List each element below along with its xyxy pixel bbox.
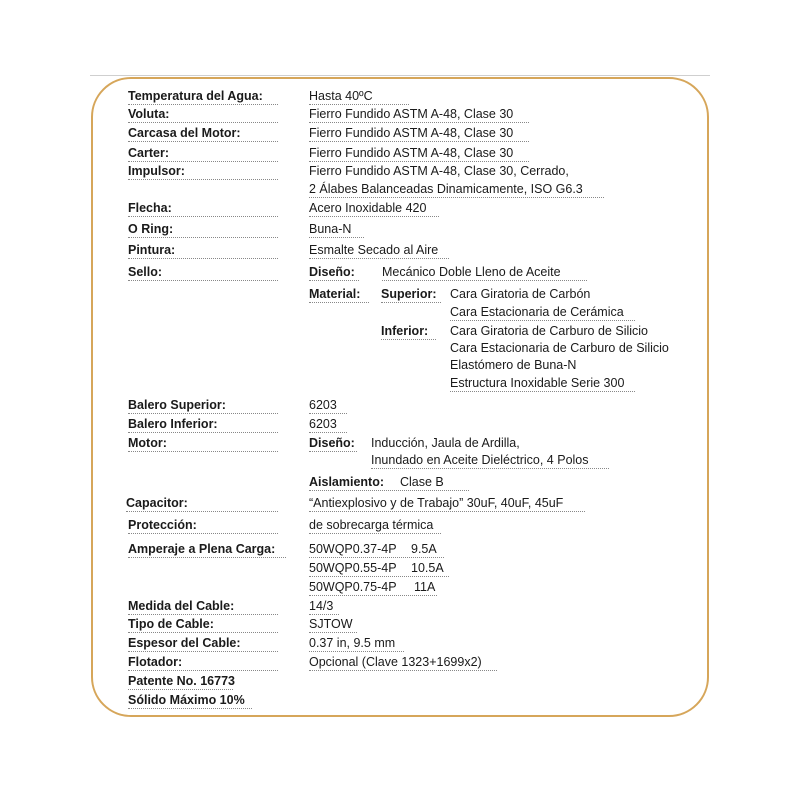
rule-amperaje-row-3	[309, 595, 437, 596]
rule-sello-inferior-value	[450, 391, 635, 392]
label-medida-cable: Medida del Cable:	[128, 599, 235, 613]
value-sello-inferior-2: Cara Estacionaria de Carburo de Silicio	[450, 341, 669, 355]
rule-sello-diseno-label	[309, 280, 359, 281]
value-flecha: Acero Inoxidable 420	[309, 201, 427, 215]
label-oring: O Ring:	[128, 222, 174, 236]
value-oring: Buna-N	[309, 222, 352, 236]
value-sello-inferior-3: Elastómero de Buna-N	[450, 358, 577, 372]
label-flotador: Flotador:	[128, 655, 183, 669]
rule-temperatura-value	[309, 104, 409, 105]
rule-motor-diseno-label	[309, 451, 357, 452]
label-solido-maximo: Sólido Máximo 10%	[128, 693, 245, 707]
rule-motor-diseno-value	[371, 468, 609, 469]
rule-medida-value	[309, 614, 339, 615]
rule-motor-label	[128, 451, 278, 452]
value-sello-inferior-1: Cara Giratoria de Carburo de Silicio	[450, 324, 649, 338]
rule-sello-material-label	[309, 302, 369, 303]
label-pintura: Pintura:	[128, 243, 176, 257]
rule-balero-superior-value	[309, 413, 347, 414]
amperaje-amps: 10.5A	[411, 561, 444, 575]
amperaje-model: 50WQP0.55-4P	[309, 561, 397, 575]
rule-flecha-label	[128, 216, 278, 217]
rule-tipo-value	[309, 632, 357, 633]
rule-patente	[128, 689, 233, 690]
value-espesor-cable: 0.37 in, 9.5 mm	[309, 636, 396, 650]
rule-sello-inferior-label	[381, 339, 436, 340]
rule-flotador-label	[128, 670, 278, 671]
label-amperaje: Amperaje a Plena Carga:	[128, 542, 276, 556]
label-capacitor: Capacitor:	[126, 496, 188, 510]
value-motor-diseno-1: Inducción, Jaula de Ardilla,	[371, 436, 520, 450]
label-impulsor: Impulsor:	[128, 164, 185, 178]
rule-voluta-label	[128, 122, 278, 123]
rule-temperatura-label	[128, 104, 278, 105]
amperaje-amps: 11A	[414, 580, 436, 594]
rule-carter-label	[128, 161, 278, 162]
amperaje-model: 50WQP0.37-4P	[309, 542, 397, 556]
rule-amperaje-label	[128, 557, 286, 558]
label-motor-diseno: Diseño:	[309, 436, 355, 450]
value-carter: Fierro Fundido ASTM A-48, Clase 30	[309, 146, 514, 160]
value-balero-inferior: 6203	[309, 417, 337, 431]
rule-carcasa-label	[128, 141, 278, 142]
rule-flecha-value	[309, 216, 439, 217]
label-tipo-cable: Tipo de Cable:	[128, 617, 214, 631]
value-temperatura: Hasta 40ºC	[309, 89, 373, 103]
label-carter: Carter:	[128, 146, 169, 160]
amperaje-model: 50WQP0.75-4P	[309, 580, 397, 594]
rule-capacitor-value	[309, 511, 585, 512]
label-balero-superior: Balero Superior:	[128, 398, 226, 412]
rule-sello-superior-value	[450, 320, 635, 321]
value-impulsor-1: Fierro Fundido ASTM A-48, Clase 30, Cerrado,	[309, 164, 569, 178]
rule-pintura-value	[309, 258, 449, 259]
rule-voluta-value	[309, 122, 529, 123]
value-sello-diseno: Mecánico Doble Lleno de Aceite	[382, 265, 561, 279]
rule-espesor-label	[128, 651, 278, 652]
label-sello-superior: Superior:	[381, 287, 437, 301]
rule-motor-aislamiento	[309, 490, 469, 491]
label-balero-inferior: Balero Inferior:	[128, 417, 218, 431]
value-sello-inferior-4: Estructura Inoxidable Serie 300	[450, 376, 625, 390]
label-sello-inferior: Inferior:	[381, 324, 429, 338]
label-temperatura: Temperatura del Agua:	[128, 89, 263, 103]
label-motor: Motor:	[128, 436, 167, 450]
rule-carter-value	[309, 161, 529, 162]
label-proteccion: Protección:	[128, 518, 197, 532]
rule-oring-label	[128, 237, 278, 238]
rule-impulsor-value	[309, 197, 604, 198]
rule-balero-inferior-value	[309, 432, 347, 433]
value-sello-superior-1: Cara Giratoria de Carbón	[450, 287, 591, 301]
value-medida-cable: 14/3	[309, 599, 334, 613]
rule-balero-inferior-label	[128, 432, 278, 433]
rule-balero-superior-label	[128, 413, 278, 414]
label-espesor-cable: Espesor del Cable:	[128, 636, 241, 650]
value-pintura: Esmalte Secado al Aire	[309, 243, 439, 257]
label-sello-diseno: Diseño:	[309, 265, 355, 279]
rule-tipo-label	[128, 632, 278, 633]
rule-impulsor-label	[128, 179, 278, 180]
rule-capacitor-label	[126, 511, 278, 512]
rule-carcasa-value	[309, 141, 529, 142]
value-balero-superior: 6203	[309, 398, 337, 412]
value-flotador: Opcional (Clave 1323+1699x2)	[309, 655, 482, 669]
amperaje-amps: 9.5A	[411, 542, 437, 556]
rule-solido	[128, 708, 252, 709]
value-carcasa: Fierro Fundido ASTM A-48, Clase 30	[309, 126, 514, 140]
top-divider	[90, 75, 710, 76]
rule-medida-label	[128, 614, 278, 615]
rule-sello-superior-label	[381, 302, 441, 303]
value-motor-aislamiento: Clase B	[400, 475, 444, 489]
label-voluta: Voluta:	[128, 107, 170, 121]
rule-flotador-value	[309, 670, 497, 671]
rule-proteccion-value	[309, 533, 441, 534]
value-voluta: Fierro Fundido ASTM A-48, Clase 30	[309, 107, 514, 121]
value-tipo-cable: SJTOW	[309, 617, 353, 631]
rule-sello-diseno-value	[382, 280, 587, 281]
rule-espesor-value	[309, 651, 404, 652]
value-capacitor: “Antiexplosivo y de Trabajo” 30uF, 40uF, 45uF	[309, 496, 564, 510]
rule-proteccion-label	[128, 533, 278, 534]
value-motor-diseno-2: Inundado en Aceite Dieléctrico, 4 Polos	[371, 453, 589, 467]
rule-pintura-label	[128, 258, 278, 259]
rule-amperaje-row-2	[309, 576, 449, 577]
label-motor-aislamiento: Aislamiento:	[309, 475, 385, 489]
rule-amperaje-row-1	[309, 557, 444, 558]
label-patente: Patente No. 16773	[128, 674, 235, 688]
rule-oring-value	[309, 237, 364, 238]
value-proteccion: de sobrecarga térmica	[309, 518, 434, 532]
label-flecha: Flecha:	[128, 201, 172, 215]
label-sello-material: Material:	[309, 287, 361, 301]
rule-sello-label	[128, 280, 278, 281]
value-impulsor-2: 2 Álabes Balanceadas Dinamicamente, ISO G6.3	[309, 182, 583, 196]
label-carcasa: Carcasa del Motor:	[128, 126, 241, 140]
value-sello-superior-2: Cara Estacionaria de Cerámica	[450, 305, 624, 319]
label-sello: Sello:	[128, 265, 163, 279]
